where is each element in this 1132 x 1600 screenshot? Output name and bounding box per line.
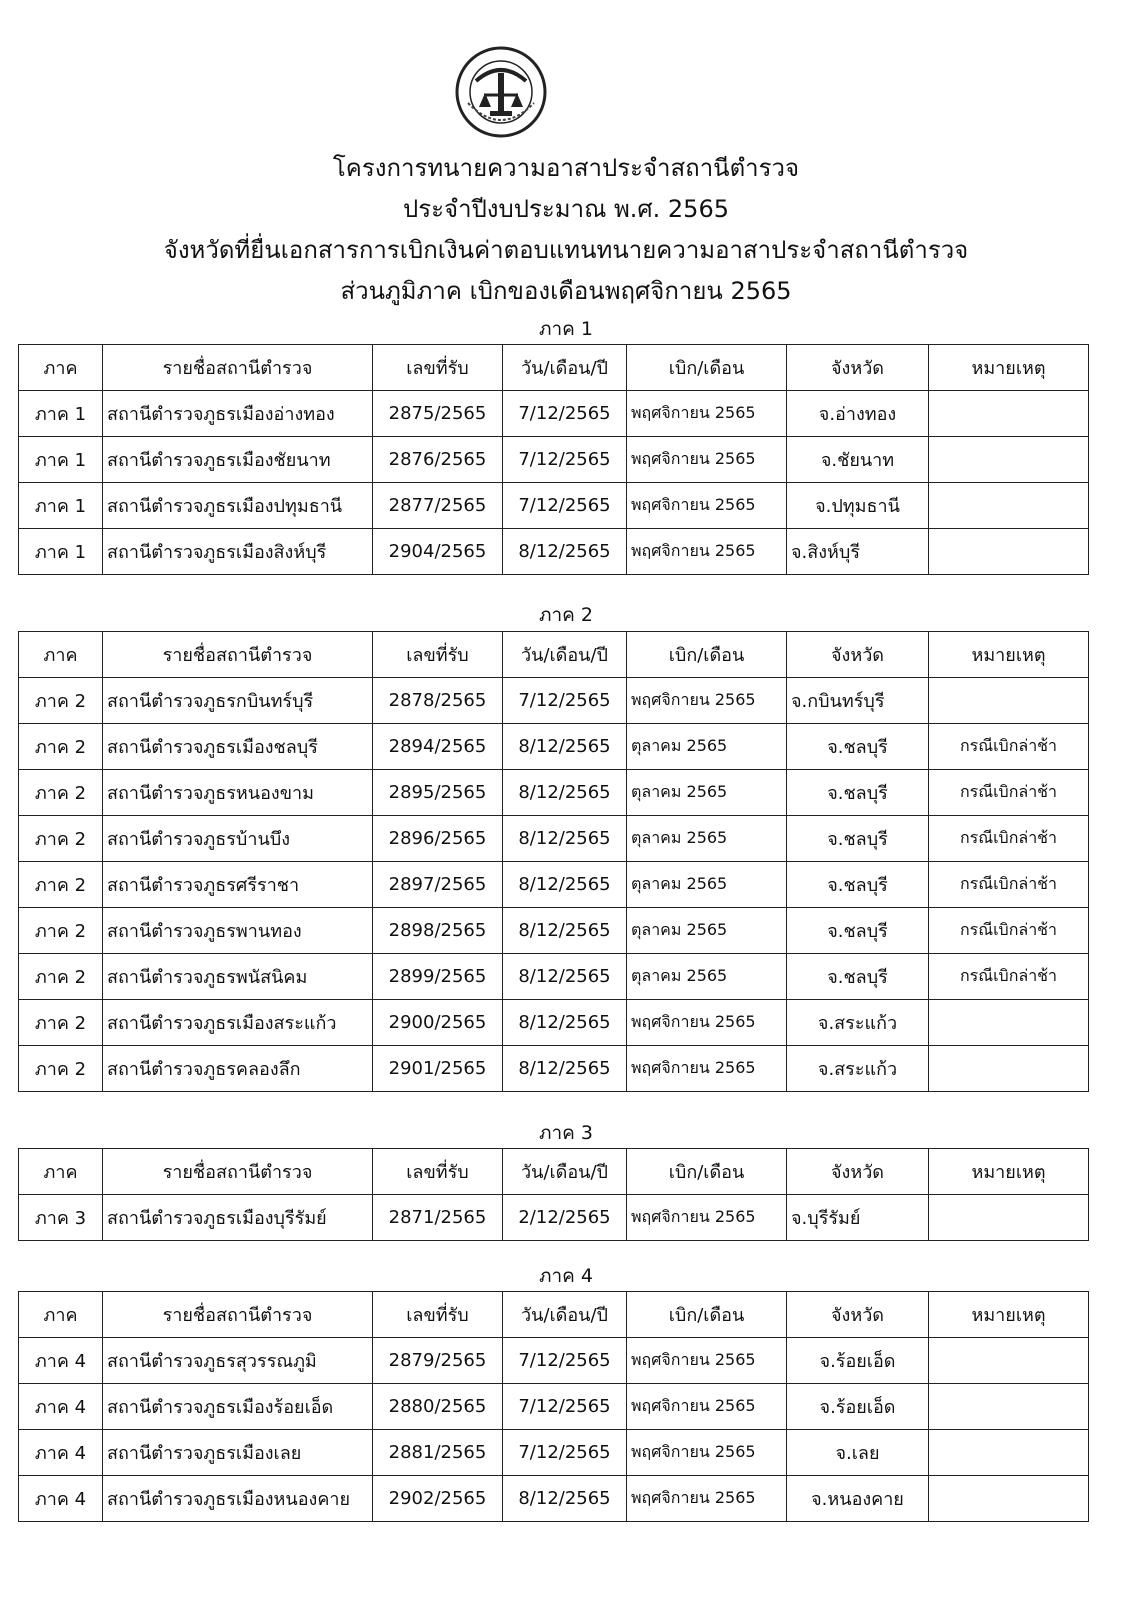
col-province-cell: จ.ร้อยเอ็ด xyxy=(787,1384,929,1430)
col-region-cell: ภาค 4 xyxy=(19,1430,103,1476)
col-receipt-no-cell: 2881/2565 xyxy=(373,1430,503,1476)
col-station-cell: สถานีตำรวจภูธรเมืองร้อยเอ็ด xyxy=(103,1384,373,1430)
col-receipt-no-cell: 2879/2565 xyxy=(373,1338,503,1384)
col-region-cell: ภาค 2 xyxy=(19,816,103,862)
col-province-header: จังหวัด xyxy=(787,345,929,391)
col-province-cell: จ.ชลบุรี xyxy=(787,724,929,770)
col-note-header: หมายเหตุ xyxy=(929,1149,1089,1195)
table-row xyxy=(19,678,1089,724)
col-date-header: วัน/เดือน/ปี xyxy=(503,345,627,391)
col-note-header: หมายเหตุ xyxy=(929,1292,1089,1338)
col-receipt-no-cell: 2897/2565 xyxy=(373,862,503,908)
col-note-cell xyxy=(929,678,1089,724)
col-receipt-no-cell: 2902/2565 xyxy=(373,1476,503,1522)
col-month-header: เบิก/เดือน xyxy=(627,1149,787,1195)
table-row xyxy=(19,1195,1089,1241)
col-region-cell: ภาค 4 xyxy=(19,1384,103,1430)
col-region-cell: ภาค 2 xyxy=(19,1000,103,1046)
title-line-2: ประจำปีงบประมาณ พ.ศ. 2565 xyxy=(403,195,729,223)
col-note-cell xyxy=(929,437,1089,483)
col-station-header: รายชื่อสถานีตำรวจ xyxy=(103,632,373,678)
col-station-cell: สถานีตำรวจภูธรศรีราชา xyxy=(103,862,373,908)
col-province-cell: จ.ชลบุรี xyxy=(787,908,929,954)
col-region-cell: ภาค 2 xyxy=(19,954,103,1000)
col-station-cell: สถานีตำรวจภูธรเมืองอ่างทอง xyxy=(103,391,373,437)
col-station-header: รายชื่อสถานีตำรวจ xyxy=(103,345,373,391)
col-station-cell: สถานีตำรวจภูธรคลองลึก xyxy=(103,1046,373,1092)
col-receipt-no-cell: 2875/2565 xyxy=(373,391,503,437)
col-date-cell: 8/12/2565 xyxy=(503,1000,627,1046)
col-date-cell: 8/12/2565 xyxy=(503,954,627,1000)
col-receipt-no-cell: 2877/2565 xyxy=(373,483,503,529)
col-province-cell: จ.สิงห์บุรี xyxy=(787,529,929,575)
col-region-header: ภาค xyxy=(19,1292,103,1338)
col-region-header: ภาค xyxy=(19,1149,103,1195)
col-region-cell: ภาค 2 xyxy=(19,908,103,954)
col-month-cell: ตุลาคม 2565 xyxy=(627,724,787,770)
col-note-cell xyxy=(929,1000,1089,1046)
col-province-header: จังหวัด xyxy=(787,1292,929,1338)
col-receipt-no-cell: 2899/2565 xyxy=(373,954,503,1000)
col-province-header: จังหวัด xyxy=(787,1149,929,1195)
col-date-cell: 7/12/2565 xyxy=(503,483,627,529)
table-row xyxy=(19,1430,1089,1476)
col-receipt-no-cell: 2904/2565 xyxy=(373,529,503,575)
col-region-cell: ภาค 3 xyxy=(19,1195,103,1241)
col-month-cell: พฤศจิกายน 2565 xyxy=(627,483,787,529)
col-province-cell: จ.ชลบุรี xyxy=(787,816,929,862)
col-date-cell: 7/12/2565 xyxy=(503,391,627,437)
title-line-4: ส่วนภูมิภาค เบิกของเดือนพฤศจิกายน 2565 xyxy=(340,277,792,305)
title-line-3: จังหวัดที่ยื่นเอกสารการเบิกเงินค่าตอบแทนทนายความอาสาประจำสถานีตำรวจ xyxy=(163,236,969,264)
col-date-cell: 8/12/2565 xyxy=(503,529,627,575)
table-row xyxy=(19,483,1089,529)
col-station-cell: สถานีตำรวจภูธรเมืองเลย xyxy=(103,1430,373,1476)
col-region-cell: ภาค 2 xyxy=(19,862,103,908)
col-note-cell xyxy=(929,1476,1089,1522)
col-station-cell: สถานีตำรวจภูธรพานทอง xyxy=(103,908,373,954)
col-province-cell: จ.บุรีรัมย์ xyxy=(787,1195,929,1241)
table-row xyxy=(19,391,1089,437)
region-caption: ภาค 1 xyxy=(538,318,594,340)
col-month-cell: พฤศจิกายน 2565 xyxy=(627,678,787,724)
table-header-row xyxy=(19,632,1089,678)
col-receipt-no-cell: 2900/2565 xyxy=(373,1000,503,1046)
col-receipt-no-cell: 2878/2565 xyxy=(373,678,503,724)
col-region-cell: ภาค 4 xyxy=(19,1476,103,1522)
col-region-cell: ภาค 2 xyxy=(19,724,103,770)
col-note-cell: กรณีเบิกล่าช้า xyxy=(929,724,1089,770)
col-note-cell xyxy=(929,529,1089,575)
col-date-header: วัน/เดือน/ปี xyxy=(503,1292,627,1338)
col-receipt-no-cell: 2895/2565 xyxy=(373,770,503,816)
col-receipt-no-header: เลขที่รับ xyxy=(373,345,503,391)
col-date-cell: 7/12/2565 xyxy=(503,437,627,483)
region-caption: ภาค 3 xyxy=(538,1122,594,1144)
col-region-cell: ภาค 2 xyxy=(19,770,103,816)
col-note-cell xyxy=(929,391,1089,437)
col-receipt-no-header: เลขที่รับ xyxy=(373,1292,503,1338)
col-month-header: เบิก/เดือน xyxy=(627,345,787,391)
col-month-cell: ตุลาคม 2565 xyxy=(627,816,787,862)
col-province-cell: จ.อ่างทอง xyxy=(787,391,929,437)
col-note-cell: กรณีเบิกล่าช้า xyxy=(929,908,1089,954)
table-row xyxy=(19,954,1089,1000)
col-region-cell: ภาค 1 xyxy=(19,529,103,575)
col-date-cell: 7/12/2565 xyxy=(503,1338,627,1384)
col-date-header: วัน/เดือน/ปี xyxy=(503,632,627,678)
col-province-cell: จ.เลย xyxy=(787,1430,929,1476)
col-station-cell: สถานีตำรวจภูธรกบินทร์บุรี xyxy=(103,678,373,724)
col-date-cell: 8/12/2565 xyxy=(503,770,627,816)
col-station-cell: สถานีตำรวจภูธรเมืองปทุมธานี xyxy=(103,483,373,529)
col-month-cell: พฤศจิกายน 2565 xyxy=(627,1338,787,1384)
col-month-cell: ตุลาคม 2565 xyxy=(627,770,787,816)
col-note-cell: กรณีเบิกล่าช้า xyxy=(929,770,1089,816)
col-month-header: เบิก/เดือน xyxy=(627,1292,787,1338)
col-receipt-no-cell: 2876/2565 xyxy=(373,437,503,483)
table-header-row xyxy=(19,1149,1089,1195)
col-month-cell: พฤศจิกายน 2565 xyxy=(627,1430,787,1476)
col-month-cell: พฤศจิกายน 2565 xyxy=(627,437,787,483)
col-station-cell: สถานีตำรวจภูธรเมืองสระแก้ว xyxy=(103,1000,373,1046)
region-caption: ภาค 2 xyxy=(538,604,594,626)
col-region-cell: ภาค 2 xyxy=(19,1046,103,1092)
col-receipt-no-cell: 2896/2565 xyxy=(373,816,503,862)
col-month-cell: พฤศจิกายน 2565 xyxy=(627,1046,787,1092)
table-row xyxy=(19,1384,1089,1430)
col-note-header: หมายเหตุ xyxy=(929,345,1089,391)
col-station-cell: สถานีตำรวจภูธรเมืองชลบุรี xyxy=(103,724,373,770)
col-note-cell: กรณีเบิกล่าช้า xyxy=(929,954,1089,1000)
col-date-cell: 8/12/2565 xyxy=(503,816,627,862)
col-province-cell: จ.สระแก้ว xyxy=(787,1000,929,1046)
scales-of-justice-seal-icon xyxy=(454,45,548,139)
col-station-cell: สถานีตำรวจภูธรหนองขาม xyxy=(103,770,373,816)
col-note-cell xyxy=(929,1046,1089,1092)
col-receipt-no-cell: 2901/2565 xyxy=(373,1046,503,1092)
col-note-cell xyxy=(929,1384,1089,1430)
col-date-cell: 8/12/2565 xyxy=(503,724,627,770)
region-table xyxy=(18,1148,1089,1241)
col-month-cell: ตุลาคม 2565 xyxy=(627,908,787,954)
col-province-header: จังหวัด xyxy=(787,632,929,678)
col-note-cell xyxy=(929,1338,1089,1384)
col-station-header: รายชื่อสถานีตำรวจ xyxy=(103,1149,373,1195)
col-region-cell: ภาค 1 xyxy=(19,437,103,483)
col-month-header: เบิก/เดือน xyxy=(627,632,787,678)
col-station-header: รายชื่อสถานีตำรวจ xyxy=(103,1292,373,1338)
col-province-cell: จ.กบินทร์บุรี xyxy=(787,678,929,724)
col-month-cell: ตุลาคม 2565 xyxy=(627,862,787,908)
col-station-cell: สถานีตำรวจภูธรบ้านบึง xyxy=(103,816,373,862)
col-province-cell: จ.ปทุมธานี xyxy=(787,483,929,529)
col-date-cell: 7/12/2565 xyxy=(503,1430,627,1476)
col-province-cell: จ.ชลบุรี xyxy=(787,770,929,816)
col-province-cell: จ.สระแก้ว xyxy=(787,1046,929,1092)
col-date-cell: 8/12/2565 xyxy=(503,1046,627,1092)
col-receipt-no-header: เลขที่รับ xyxy=(373,1149,503,1195)
table-row xyxy=(19,908,1089,954)
col-date-cell: 7/12/2565 xyxy=(503,678,627,724)
col-month-cell: พฤศจิกายน 2565 xyxy=(627,1384,787,1430)
table-row xyxy=(19,529,1089,575)
table-row xyxy=(19,770,1089,816)
col-receipt-no-cell: 2898/2565 xyxy=(373,908,503,954)
col-date-cell: 7/12/2565 xyxy=(503,1384,627,1430)
col-month-cell: พฤศจิกายน 2565 xyxy=(627,1195,787,1241)
col-month-cell: พฤศจิกายน 2565 xyxy=(627,391,787,437)
col-station-cell: สถานีตำรวจภูธรเมืองบุรีรัมย์ xyxy=(103,1195,373,1241)
col-date-cell: 8/12/2565 xyxy=(503,862,627,908)
document-titles xyxy=(0,148,1132,312)
table-row xyxy=(19,816,1089,862)
col-region-cell: ภาค 4 xyxy=(19,1338,103,1384)
col-region-cell: ภาค 2 xyxy=(19,678,103,724)
table-header-row xyxy=(19,1292,1089,1338)
region-table xyxy=(18,1291,1089,1522)
col-province-cell: จ.ชลบุรี xyxy=(787,862,929,908)
col-region-header: ภาค xyxy=(19,345,103,391)
col-note-cell: กรณีเบิกล่าช้า xyxy=(929,862,1089,908)
col-province-cell: จ.ชัยนาท xyxy=(787,437,929,483)
col-station-cell: สถานีตำรวจภูธรเมืองชัยนาท xyxy=(103,437,373,483)
col-month-cell: ตุลาคม 2565 xyxy=(627,954,787,1000)
col-province-cell: จ.หนองคาย xyxy=(787,1476,929,1522)
col-province-cell: จ.ร้อยเอ็ด xyxy=(787,1338,929,1384)
table-row xyxy=(19,437,1089,483)
col-receipt-no-header: เลขที่รับ xyxy=(373,632,503,678)
col-station-cell: สถานีตำรวจภูธรเมืองหนองคาย xyxy=(103,1476,373,1522)
region-table xyxy=(18,631,1089,1092)
table-row xyxy=(19,1476,1089,1522)
col-station-cell: สถานีตำรวจภูธรเมืองสิงห์บุรี xyxy=(103,529,373,575)
region-caption: ภาค 4 xyxy=(538,1265,594,1287)
table-header-row xyxy=(19,345,1089,391)
col-date-header: วัน/เดือน/ปี xyxy=(503,1149,627,1195)
table-row xyxy=(19,1000,1089,1046)
col-region-header: ภาค xyxy=(19,632,103,678)
col-note-cell xyxy=(929,483,1089,529)
col-month-cell: พฤศจิกายน 2565 xyxy=(627,529,787,575)
col-receipt-no-cell: 2871/2565 xyxy=(373,1195,503,1241)
col-month-cell: พฤศจิกายน 2565 xyxy=(627,1476,787,1522)
table-row xyxy=(19,862,1089,908)
col-province-cell: จ.ชลบุรี xyxy=(787,954,929,1000)
table-row xyxy=(19,1338,1089,1384)
col-month-cell: พฤศจิกายน 2565 xyxy=(627,1000,787,1046)
col-date-cell: 8/12/2565 xyxy=(503,908,627,954)
table-row xyxy=(19,724,1089,770)
title-line-1: โครงการทนายความอาสาประจำสถานีตำรวจ xyxy=(332,154,800,182)
col-note-cell xyxy=(929,1430,1089,1476)
col-date-cell: 8/12/2565 xyxy=(503,1476,627,1522)
col-station-cell: สถานีตำรวจภูธรพนัสนิคม xyxy=(103,954,373,1000)
col-region-cell: ภาค 1 xyxy=(19,391,103,437)
col-note-header: หมายเหตุ xyxy=(929,632,1089,678)
table-row xyxy=(19,1046,1089,1092)
col-receipt-no-cell: 2880/2565 xyxy=(373,1384,503,1430)
col-note-cell xyxy=(929,1195,1089,1241)
region-table xyxy=(18,344,1089,575)
col-station-cell: สถานีตำรวจภูธรสุวรรณภูมิ xyxy=(103,1338,373,1384)
col-note-cell: กรณีเบิกล่าช้า xyxy=(929,816,1089,862)
col-date-cell: 2/12/2565 xyxy=(503,1195,627,1241)
col-receipt-no-cell: 2894/2565 xyxy=(373,724,503,770)
col-region-cell: ภาค 1 xyxy=(19,483,103,529)
